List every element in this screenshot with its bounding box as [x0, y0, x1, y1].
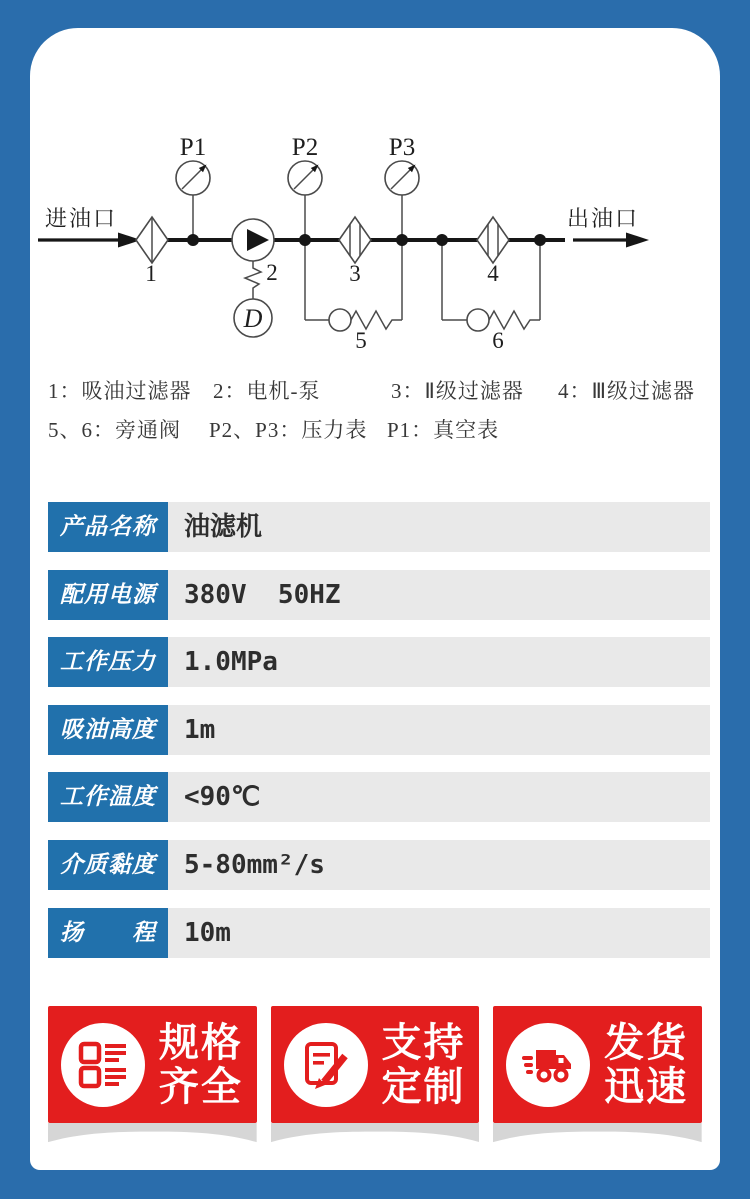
badge-text-line: 发货: [604, 1020, 689, 1065]
spec-label: 扬 程: [48, 908, 168, 958]
component-number-4: 4: [487, 261, 499, 286]
junction-dot: [436, 234, 448, 246]
motor-letter: D: [243, 304, 263, 333]
spec-row-product-name: [48, 502, 710, 552]
spec-row-medium-viscosity: [48, 840, 710, 890]
spec-value: 380V 50HZ: [168, 570, 710, 620]
spec-value: 5-80mm²/s: [168, 840, 710, 890]
badge-panel: [271, 1006, 480, 1123]
inlet-arrow: [38, 233, 141, 248]
outlet-label: 出油口: [567, 206, 640, 231]
badge-text: [368, 1021, 480, 1109]
gauge-label-p1: P1: [179, 134, 207, 161]
spec-row-suction-height: [48, 705, 710, 755]
badge-text-line: 规格: [158, 1020, 243, 1065]
junction-dot: [187, 234, 199, 246]
spec-label: 吸油高度: [48, 705, 168, 755]
spec-label: 工作温度: [48, 772, 168, 822]
pressure-gauge-p3: [385, 161, 419, 195]
spec-value: 1.0MPa: [168, 637, 710, 687]
junction-dot: [534, 234, 546, 246]
badge-panel: [48, 1006, 257, 1123]
outlet-arrow: [573, 233, 649, 248]
component-number-3: 3: [349, 261, 361, 286]
badge-circle: [284, 1023, 368, 1107]
bypass-valve-6-symbol: [467, 309, 489, 331]
legend-line-1: [48, 372, 708, 411]
legend-line-2: [48, 411, 708, 450]
badge-text-line: 齐全: [158, 1064, 243, 1109]
feature-badges: [48, 1006, 702, 1146]
legend-item: 3：Ⅱ级过滤器: [391, 379, 524, 403]
ribbon-shadow: [493, 1123, 702, 1146]
pump-symbol: [232, 219, 274, 261]
spec-label: 工作压力: [48, 637, 168, 687]
badge-panel: [493, 1006, 702, 1123]
product-card: [30, 28, 720, 1170]
gauge-label-p3: P3: [388, 134, 416, 161]
bypass-valve-5-symbol: [329, 309, 351, 331]
vacuum-gauge-p1: [176, 161, 210, 195]
junction-dot: [396, 234, 408, 246]
badge-fast-delivery: [493, 1006, 702, 1146]
component-number-6: 6: [492, 328, 504, 353]
spec-row-power-supply: [48, 570, 710, 620]
pressure-gauge-p2: [288, 161, 322, 195]
spec-label: 产品名称: [48, 502, 168, 552]
spec-row-lift-head: [48, 908, 710, 958]
legend-item: 2：电机-泵: [213, 379, 321, 403]
badge-text: [590, 1021, 702, 1109]
spec-value: 1m: [168, 705, 710, 755]
component-number-1: 1: [145, 261, 157, 286]
badge-text-line: 定制: [381, 1064, 466, 1109]
inlet-label: 进油口: [45, 206, 118, 231]
spec-value: 10m: [168, 908, 710, 958]
suction-filter-symbol: [136, 217, 168, 263]
delivery-truck-icon: [522, 1039, 574, 1091]
diagram-legend: [48, 372, 708, 472]
legend-item: 5、6：旁通阀: [48, 418, 181, 442]
spec-value: 油滤机: [168, 502, 710, 552]
stage2-filter-symbol: [339, 217, 371, 263]
junction-dot: [299, 234, 311, 246]
badge-circle: [61, 1023, 145, 1107]
badge-text: [145, 1021, 257, 1109]
badge-full-specs: [48, 1006, 257, 1146]
hydraulic-circuit-diagram: [30, 128, 720, 363]
spec-label: 配用电源: [48, 570, 168, 620]
badge-customization: [271, 1006, 480, 1146]
component-number-5: 5: [355, 328, 367, 353]
spec-label: 介质黏度: [48, 840, 168, 890]
legend-item: 1：吸油过滤器: [48, 379, 192, 403]
stage3-filter-symbol: [477, 217, 509, 263]
spec-list-icon: [77, 1039, 129, 1091]
spec-value: <90℃: [168, 772, 710, 822]
badge-text-line: 支持: [381, 1020, 466, 1065]
legend-item: P1：真空表: [387, 418, 500, 442]
ribbon-shadow: [48, 1123, 257, 1146]
custom-edit-icon: [300, 1039, 352, 1091]
component-number-2: 2: [266, 260, 278, 285]
spec-row-working-pressure: [48, 637, 710, 687]
badge-circle: [506, 1023, 590, 1107]
badge-text-line: 迅速: [604, 1064, 689, 1109]
legend-item: 4：Ⅲ级过滤器: [558, 379, 695, 403]
ribbon-shadow: [271, 1123, 480, 1146]
spec-row-working-temperature: [48, 772, 710, 822]
gauge-label-p2: P2: [291, 134, 319, 161]
legend-item: P2、P3：压力表: [209, 418, 368, 442]
